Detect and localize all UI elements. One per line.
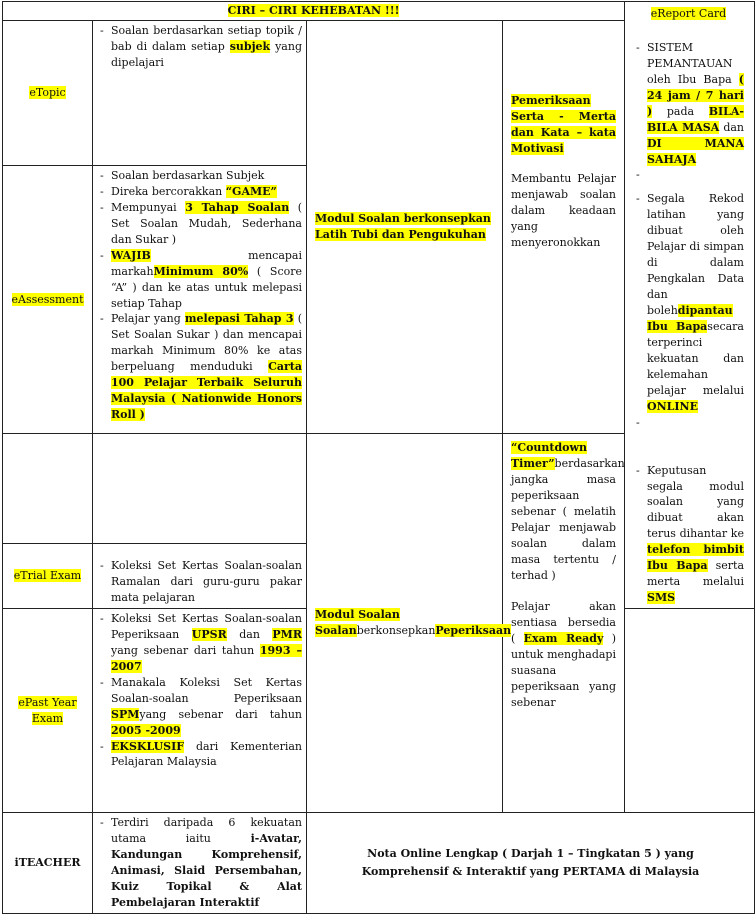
modul1-text: Modul Soalan berkonsepkan Latih Tubi dan Pengukuhan bbox=[315, 212, 491, 241]
feature1-cell bbox=[503, 21, 625, 434]
eassessment-point-4: - WAJIB mencapai markahMinimum 80% ( Score “A” ) dan ke atas untuk melepasi setiap Tahap bbox=[97, 248, 302, 312]
features-table bbox=[2, 1, 755, 914]
etopic-label-cell bbox=[3, 21, 93, 166]
eassessment-list bbox=[97, 168, 302, 423]
epast-list bbox=[97, 611, 302, 770]
epast-label-cell bbox=[3, 609, 93, 813]
empty-cell bbox=[625, 609, 755, 813]
eassessment-point-3: - Mempunyai 3 Tahap Soalan ( Set Soalan Mudah, Sederhana dan Sukar ) bbox=[97, 200, 302, 248]
etrial-desc bbox=[93, 544, 307, 609]
ereport-point-2: - Segala Rekod latihan yang dibuat oleh Pelajar di simpan di dalam Pengkalan Data dan bolehdipantau Ibu Bapasecara terperinci kekuatan dan kelemahan pelajar melalui ONLINE bbox=[633, 191, 744, 414]
epast-point-2: - Manakala Koleksi Set Kertas Soalan-soalan Peperiksaan SPMyang sebenar dari tahun 2005 -2009 bbox=[97, 675, 302, 739]
table-title-cell bbox=[3, 2, 625, 21]
eassessment-point-5: - Pelajar yang melepasi Tahap 3 ( Set Soalan Sukar ) dan mencapai markah Minimum 80% ke atas berpeluang menduduki Carta 100 Pelajar Terbaik Seluruh Malaysia ( Nationwide Honors Roll ) bbox=[97, 311, 302, 423]
nota-cell bbox=[307, 813, 755, 914]
ereport-label: eReport Card bbox=[650, 7, 727, 20]
spacer bbox=[511, 157, 616, 171]
spacer bbox=[633, 415, 744, 463]
nota-line-2: Komprehensif & Interaktif yang PERTAMA di Malaysia bbox=[361, 864, 700, 878]
eassessment-label-cell bbox=[3, 166, 93, 434]
spacer bbox=[511, 27, 616, 93]
etrial-label: eTrial Exam bbox=[13, 569, 82, 583]
ereport-point-3: - Keputusan segala modul soalan yang dibuat akan terus dihantar ke telefon bimbit Ibu Bapa serta merta melalui SMS bbox=[633, 463, 744, 606]
etrial-label-cell bbox=[3, 544, 93, 609]
nota-line-1: Nota Online Lengkap ( Darjah 1 – Tingkatan 5 ) yang bbox=[367, 847, 694, 861]
etopic-point: - Soalan berdasarkan setiap topik / bab di dalam setiap subjek yang dipelajari bbox=[97, 23, 302, 71]
feature2-cell bbox=[503, 434, 625, 813]
spacer bbox=[511, 583, 616, 599]
epast-desc bbox=[93, 609, 307, 813]
feature2-title: “Countdown Timer”berdasarkan jangka masa peperiksaan sebenar ( melatih Pelajar menjawab soalan dalam masa tertentu / terhad ) bbox=[511, 441, 625, 582]
empty-cell bbox=[3, 434, 93, 544]
ereport-cell bbox=[625, 2, 755, 609]
epast-point-1: - Koleksi Set Kertas Soalan-soalan Peperiksaan UPSR dan PMR yang sebenar dari tahun 1993 – 2007 bbox=[97, 611, 302, 675]
etrial-point: - Koleksi Set Kertas Soalan-soalan Ramalan dari guru-guru pakar mata pelajaran bbox=[97, 558, 302, 606]
feature1-title: Pemeriksaan Serta - Merta dan Kata – kata Motivasi bbox=[511, 94, 616, 155]
iteacher-desc bbox=[93, 813, 307, 914]
ereport-list bbox=[633, 40, 744, 606]
ereport-point-1: - SISTEM PEMANTAUAN oleh Ibu Bapa ( 24 jam / 7 hari ) pada BILA-BILA MASA dan DI MANA SAHAJA bbox=[633, 40, 744, 168]
eassessment-desc bbox=[93, 166, 307, 434]
feature1-desc: Membantu Pelajar menjawab soalan dalam keadaan yang menyeronokkan bbox=[511, 171, 616, 249]
epast-point-3: - EKSKLUSIF dari Kementerian Pelajaran Malaysia bbox=[97, 739, 302, 771]
etopic-desc bbox=[93, 21, 307, 166]
iteacher-label-cell bbox=[3, 813, 93, 914]
iteacher-label: iTEACHER bbox=[14, 855, 81, 869]
eassessment-point-1: - Soalan berdasarkan Subjek bbox=[97, 168, 302, 184]
epast-label: ePast Year Exam bbox=[18, 695, 77, 725]
feature2-desc: Pelajar akan sentiasa bersedia ( Exam Ready ) untuk menghadapi suasana peperiksaan yang sebenar bbox=[511, 600, 617, 710]
modul2-cell bbox=[307, 434, 512, 813]
modul1-cell bbox=[307, 21, 503, 434]
table-title: CIRI – CIRI KEHEBATAN !!! bbox=[227, 4, 400, 17]
iteacher-point: - Terdiri daripada 6 kekuatan utama iaitu i-Avatar, Kandungan Komprehensif, Animasi, Slaid Persembahan, Kuiz Topikal & Alat Pembelajaran Interaktif bbox=[97, 815, 302, 911]
spacer bbox=[633, 167, 744, 191]
modul2-text: Modul Soalan SoalanberkonsepkanPeperiksaan bbox=[315, 608, 512, 637]
empty-cell bbox=[93, 434, 307, 544]
eassessment-label: eAssessment bbox=[11, 292, 84, 306]
eassessment-point-2: - Direka bercorakkan “GAME” bbox=[97, 184, 302, 200]
etopic-label: eTopic bbox=[29, 86, 66, 100]
